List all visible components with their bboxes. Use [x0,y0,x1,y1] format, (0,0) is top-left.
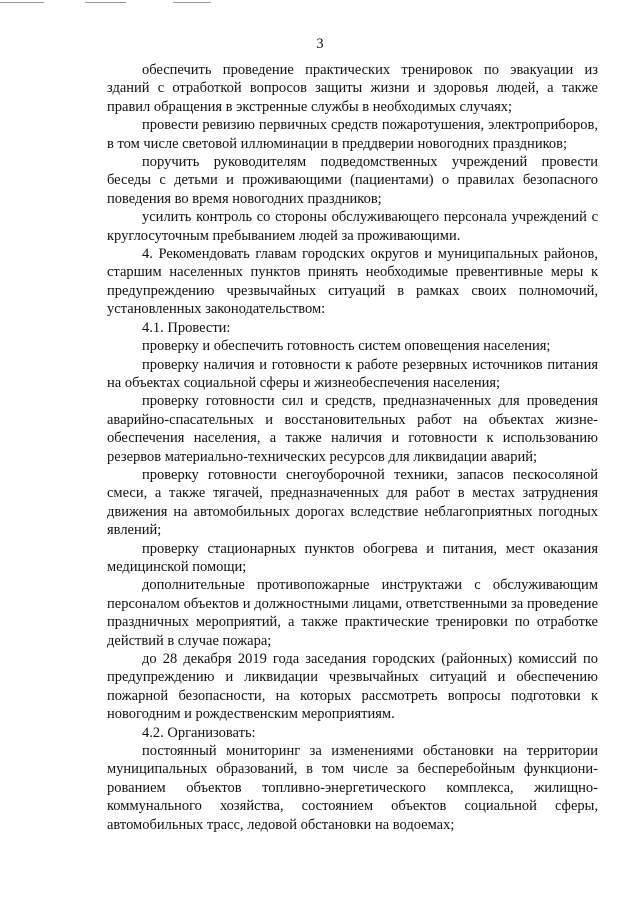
paragraph-warning-systems: проверку и обеспечить готовность систем оповещения населения; [142,338,551,355]
page-number: 3 [316,36,324,52]
paragraph-snow-removal: проверку готовности снегоуборочной техники, запасов пескосоляной смеси, а также тягачей, предназначенных для работ в местах затруднения движения на автомобильных дорогах вследствие неблагоприятных погодных явлений; [107,466,598,539]
document-body [107,61,598,834]
scan-artifact-line [85,2,126,3]
paragraph-monitoring: постоянный мониторинг за изменениями обстановки на территории муниципальных образований, в том числе за бесперебойным функционированием объектов топливно-энергетического комплекса, жилищнокоммунального хозяйства, состоянием объектов социальной сферы, автомобильных трасс, ледовой обстановки на водоемах; [107,743,598,833]
paragraph-staff-control: усилить контроль со стороны обслуживающего персонала учреждений с круглосуточным пребыванием людей за проживающими. [107,209,598,244]
paragraph-item-4-1-heading: 4.1. Провести: [142,319,231,336]
paragraph-evacuation-drills: обеспечить проведение практических тренировок по эвакуации из зданий с отработкой вопросов защиты жизни и здоровья людей, а также правил обращения в экстренные службы в необходимых случаях; [107,62,598,115]
scan-artifact-line [173,2,211,3]
paragraph-item-4: 4. Рекомендовать главам городских округов и муниципальных районов, старшим населенных пунктов принять необходимые превентивные меры к предупреждению чрезвычайных ситуаций в рамках своих полномочий, установленных законодательством: [107,246,598,318]
scan-artifact-line [0,2,44,3]
paragraph-fire-equipment-audit: провести ревизию первичных средств пожаротушения, электроприборов, в том числе световой иллюминации в преддверии новогодних праздников; [107,117,598,152]
paragraph-safety-talks: поручить руководителям подведомственных учреждений провести беседы с детьми и проживающими (пациентами) о правилах безопасного поведения во время новогодних праздников; [107,154,598,207]
paragraph-heating-points: проверку стационарных пунктов обогрева и питания, мест оказания медицинской помощи; [107,540,598,575]
paragraph-item-4-2-heading: 4.2. Организовать: [142,724,256,741]
paragraph-commission-meetings: до 28 декабря 2019 года заседания городских (районных) комиссий по предупреждению и ликвидации чрезвычайных ситуаций и обеспечению пожарной безопасности, на которых рассмотреть вопросы подготовки к новогодним и рождественским мероприятиям. [107,651,598,723]
paragraph-fire-briefings: дополнительные противопожарные инструктажи с обслуживающим персоналом объектов и должностными лицами, ответственными за проведение праздничных мероприятий, а также практические тренировки по отработке действий в случае пожара; [107,577,598,649]
paragraph-backup-power: проверку наличия и готовности к работе резервных источников питания на объектах социальной сферы и жизнеобеспечения населения; [107,356,598,391]
paragraph-rescue-forces: проверку готовности сил и средств, предназначенных для проведения аварийно-спасательных и восстановительных работ на объектах жизнеобеспечения населения, а также наличия и готовности к использованию резервов материально-технических ресурсов для ликвидации аварий; [107,393,598,465]
